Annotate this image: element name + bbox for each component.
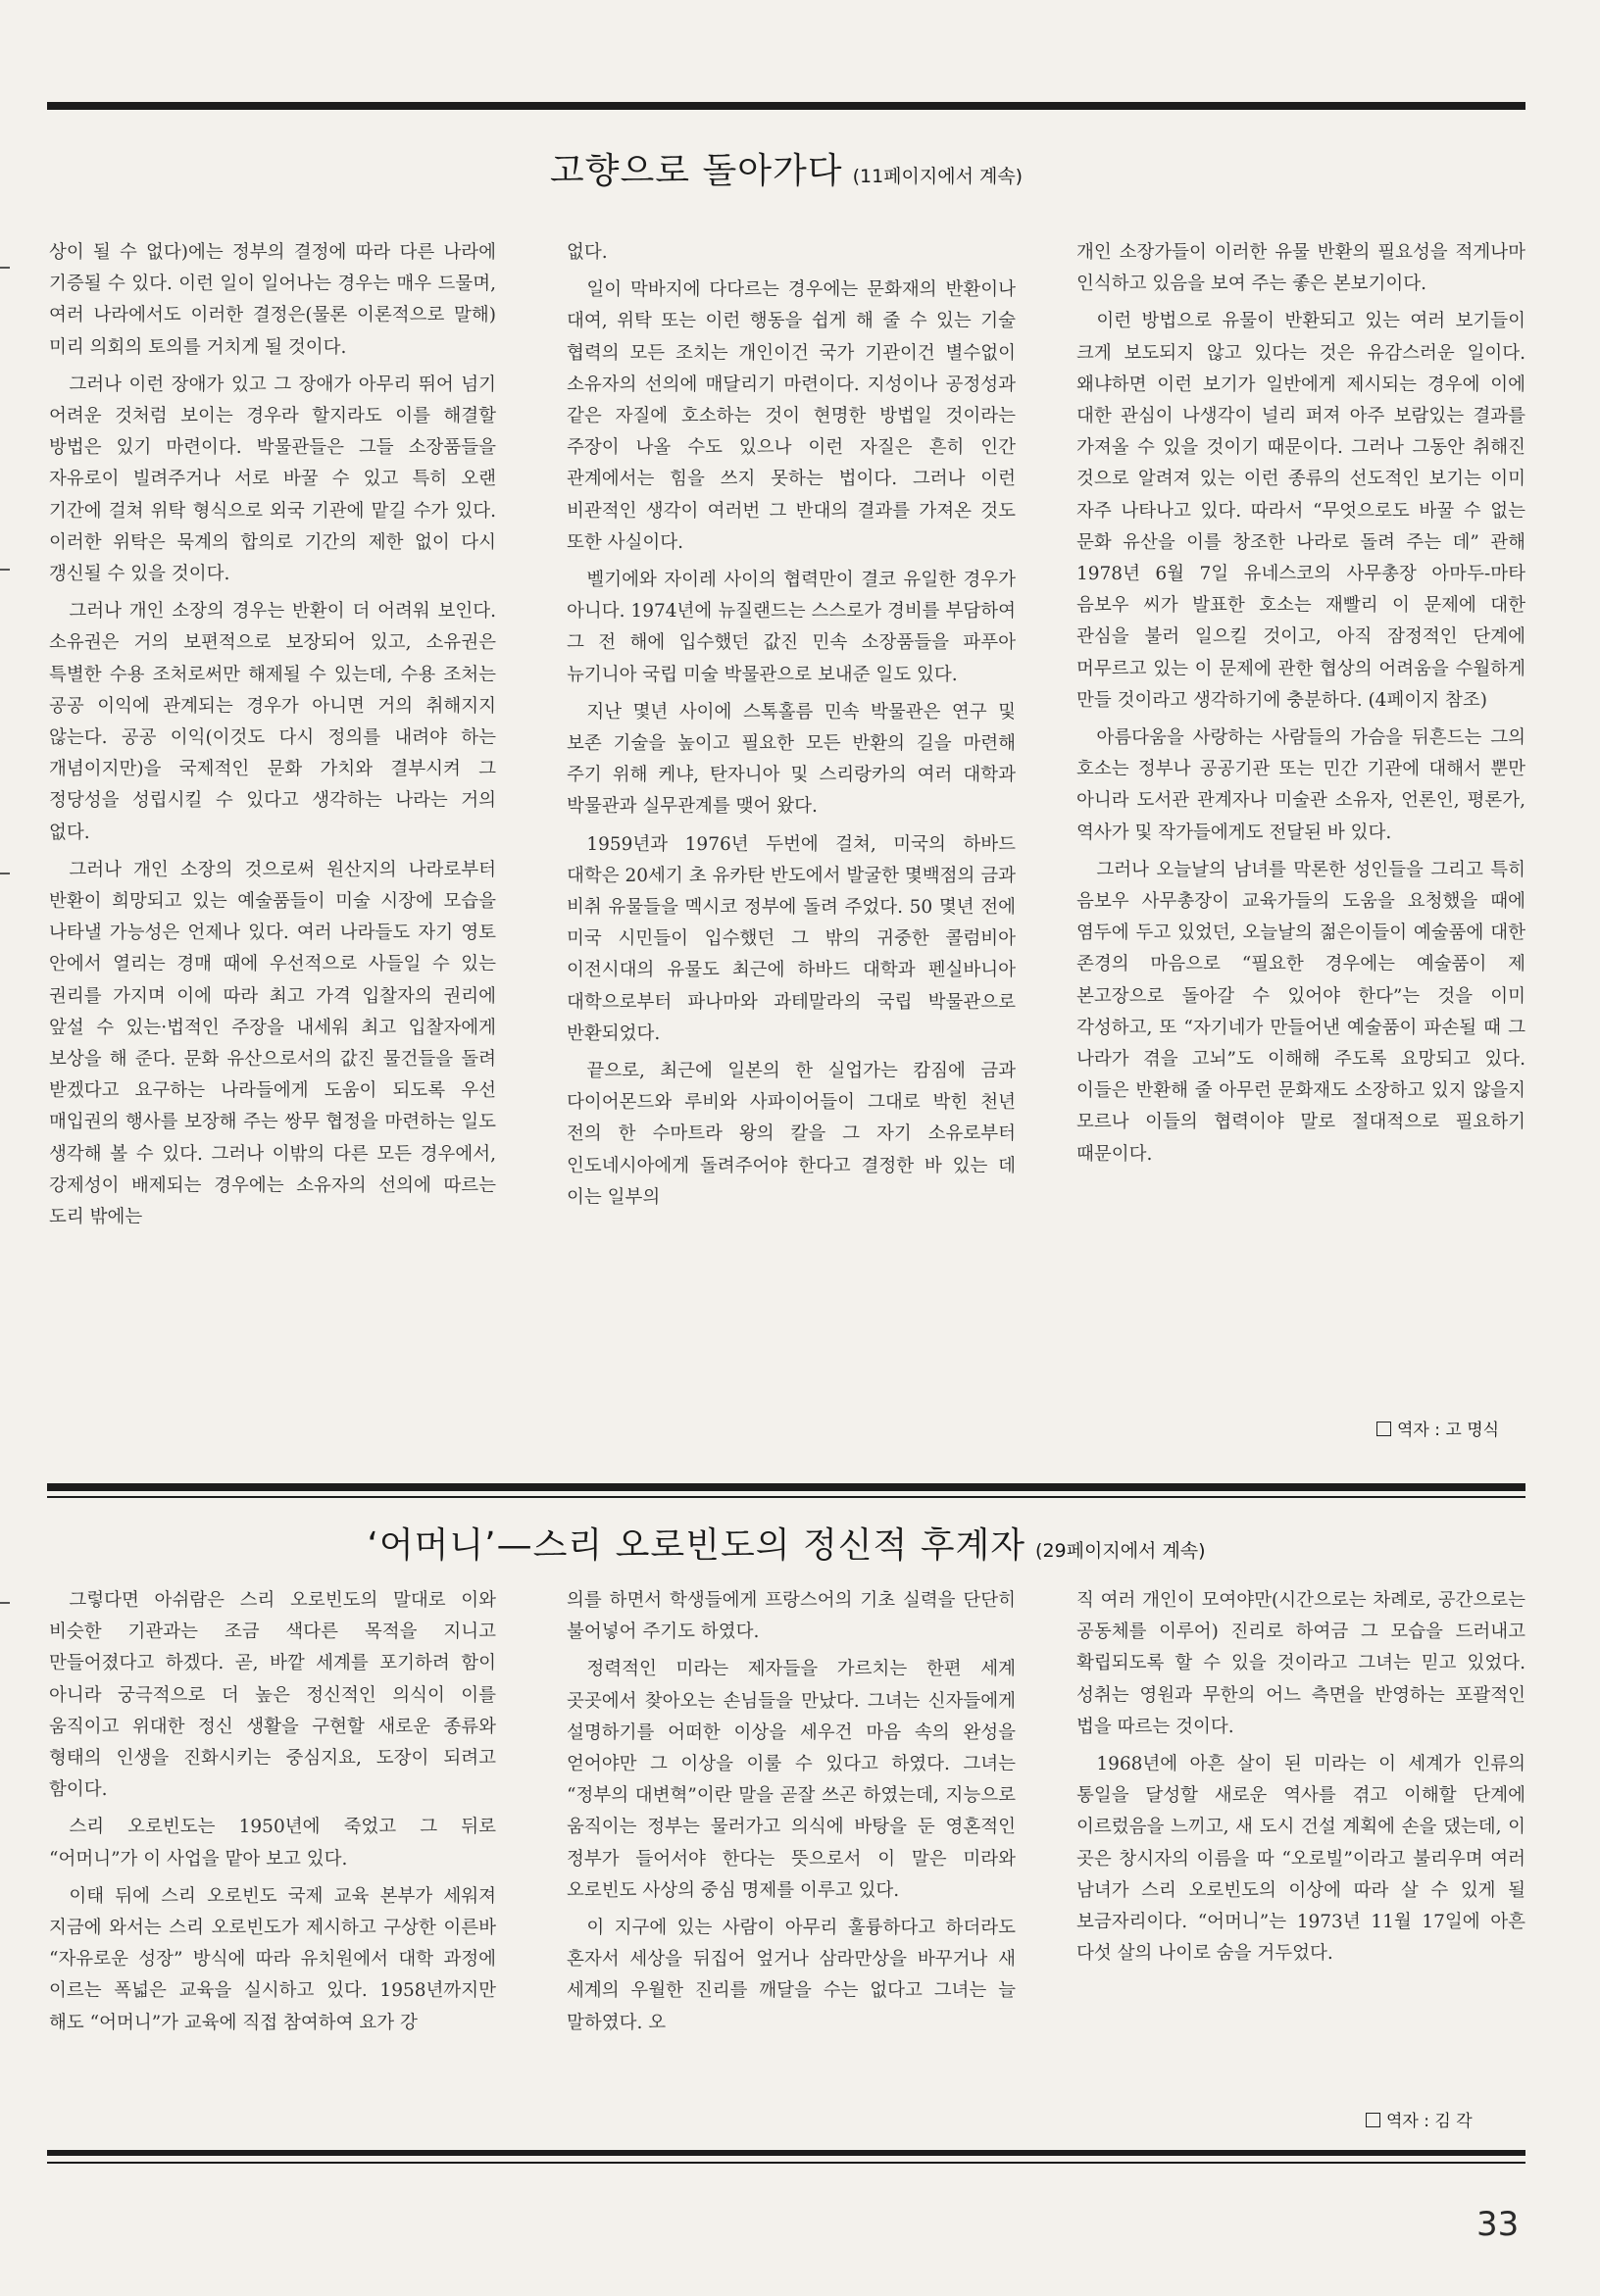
- paragraph: 그러나 오늘날의 남녀를 막론한 성인들을 그리고 특히 음보우 사무총장이 교육가들의 도움을 요청했을 때에 염두에 두고 있었던, 오늘날의 젊은이들이 예술품에 대한 존경의 마음으로 “필요한 경우에는 예술품이 제 본고장으로 돌아갈 수 있어야 한다”는 것을 이미 각성하고, 또 “자기네가 만들어낸 예술품이 파손될 때 그 나라가 겪을 고뇌”도 이해해 주도록 요망되고 있다. 이들은 반환해 줄 아무런 문화재도 소장하고 있지 않을지 모르나 이들의 협력이야 말로 절대적으로 필요하기 때문이다.: [1076, 859, 1525, 1165]
- article-1-column-3: [1076, 237, 1525, 1443]
- paragraph: 일이 막바지에 다다르는 경우에는 문화재의 반환이나 대여, 위탁 또는 이런 행동을 쉽게 해 줄 수 있는 기술 협력의 모든 조치는 개인이건 국가 기관이건 별수없이 소유자의 선의에 매달리기 마련이다. 지성이나 공정성과 같은 자질에 호소하는 것이 현명한 방법일 것이라는 주장이 나올 수도 있으나 이런 자질은 흔히 인간 관계에서는 힘을 쓰지 못하는 법이다. 그러나 이런 비관적인 생각이 여러번 그 반대의 결과를 가져온 것도 또한 사실이다.: [567, 279, 1016, 553]
- paragraph: 그러나 개인 소장의 경우는 반환이 더 어려워 보인다. 소유권은 거의 보편적으로 보장되어 있고, 소유권은 특별한 수용 조처로써만 해제될 수 있는데, 수용 조처는 공공 이익에 관계되는 경우가 아니면 거의 취해지지 않는다. 공공 이익(이것도 다시 정의를 내려야 하는 개념이지만)을 국제적인 문화 가치와 결부시켜 그 정당성을 성립시킬 수 있다고 생각하는 나라는 거의 없다.: [49, 601, 496, 843]
- bottom-thin-rule: [47, 2162, 1525, 2164]
- article-1-column-1: [49, 237, 496, 1443]
- paragraph: 의를 하면서 학생들에게 프랑스어의 기초 실력을 단단히 불어넣어 주기도 하였다.: [567, 1590, 1016, 1643]
- paragraph: 1968년에 아흔 살이 된 미라는 이 세계가 인류의 통일을 달성할 새로운 역사를 겪고 이해할 단계에 이르렀음을 느끼고, 새 도시 건설 계획에 손을 댔는데, 이 곳은 창시자의 이름을 따 “오로빌”이라고 불리우며 여러 남녀가 스리 오로빈도의 이상에 따라 살 수 있게 될 보금자리이다. “어머니”는 1973년 11월 17일에 아흔 다섯 살의 나이로 숨을 거두었다.: [1076, 1754, 1525, 1965]
- bottom-rule: [47, 2150, 1525, 2156]
- paragraph: 지난 몇년 사이에 스톡홀름 민속 박물관은 연구 및 보존 기술을 높이고 필요한 모든 반환의 길을 마련해 주기 위해 케냐, 탄자니아 및 스리랑카의 여러 대학과 박물관과 실무관계를 맺어 왔다.: [567, 701, 1016, 818]
- paragraph: 그러나 개인 소장의 것으로써 원산지의 나라로부터 반환이 희망되고 있는 예술품들이 미술 시장에 모습을 나타낼 가능성은 언제나 있다. 여러 나라들도 자기 영토 안에서 열리는 경매 때에 우선적으로 사들일 수 있는 권리를 가지며 이에 따라 최고 가격 입찰자의 권리에 앞설 수 있는·법적인 주장을 내세워 최고 입찰자에게 보상을 해 준다. 문화 유산으로서의 값진 물건들을 돌려 받겠다고 요구하는 나라들에게 도움이 되도록 우선 매입권의 행사를 보장해 주는 쌍무 협정을 마련하는 일도 생각해 볼 수 있다. 그러나 이밖의 다른 모든 경우에서, 강제성이 배제되는 경우에는 소유자의 선의에 따르는 도리 밖에는: [49, 859, 496, 1228]
- article-2-column-2: [567, 1585, 1016, 2134]
- translator-name: 역자 : 김 각: [1386, 2112, 1473, 2131]
- paragraph: 그렇다면 아쉬람은 스리 오로빈도의 말대로 이와 비슷한 기관과는 조금 색다른 목적을 지니고 만들어졌다고 하겠다. 곧, 바깥 세계를 포기하려 함이 아니라 궁극적으로 더 높은 정신적인 의식이 이를 움직이고 위대한 정신 생활을 구현할 새로운 종류와 형태의 인생을 진화시키는 중심지요, 도장이 되려고 함이다.: [49, 1590, 496, 1801]
- paragraph: 개인 소장가들이 이러한 유물 반환의 필요성을 적게나마 인식하고 있음을 보여 주는 좋은 본보기이다.: [1076, 242, 1525, 295]
- article-1-headline: [47, 143, 1525, 193]
- section-divider-rule: [47, 1483, 1525, 1491]
- paragraph: 없다.: [567, 242, 608, 263]
- paragraph: 이 지구에 있는 사람이 아무리 훌륭하다고 하더라도 혼자서 세상을 뒤집어 엎거나 삼라만상을 바꾸거나 새 세계의 우월한 진리를 깨달을 수는 없다고 그녀는 늘 말하였다. 오: [567, 1918, 1016, 2033]
- paragraph: 이태 뒤에 스리 오로빈도 국제 교육 본부가 세워져 지금에 와서는 스리 오로빈도가 제시하고 구상한 이른바 “자유로운 성장” 방식에 따라 유치원에서 대학 과정에 이르는 폭넓은 교육을 실시하고 있다. 1958년까지만 해도 “어머니”가 교육에 직접 참여하여 요가 강: [49, 1885, 496, 2033]
- article-2-translator-credit: [1366, 2107, 1473, 2131]
- paragraph: 직 여러 개인이 모여야만(시간으로는 차례로, 공간으로는 공동체를 이루어) 진리로 하여금 그 모습을 드러내고 확립되도록 할 수 있을 것이라고 그녀는 믿고 있었다. 성취는 영원과 무한의 어느 측면을 반영하는 포괄적인 법을 따르는 것이다.: [1076, 1590, 1525, 1737]
- article-1-translator-credit: [1376, 1416, 1499, 1440]
- article-1-title: 고향으로 돌아가다: [549, 151, 843, 191]
- top-rule: [47, 102, 1525, 110]
- paragraph: 1959년과 1976년 두번에 걸쳐, 미국의 하바드 대학은 20세기 초 유카탄 반도에서 발굴한 몇백점의 금과 비취 유물들을 멕시코 정부에 돌려 주었다. 50 몇년 전에 미국 시민들이 입수했던 그 밖의 귀중한 콜럼비아 이전시대의 유물도 최근에 하바드 대학과 펜실바니아 대학으로부터 파나마와 과테말라의 국립 박물관으로 반환되었다.: [567, 833, 1016, 1044]
- paragraph: 이런 방법으로 유물이 반환되고 있는 여러 보기들이 크게 보도되지 않고 있다는 것은 유감스러운 일이다. 왜냐하면 이런 보기가 일반에게 제시되는 경우에 이에 대한 관심이 나생각이 널리 퍼져 아주 보람있는 결과를 가져올 수 있을 것이기 때문이다. 그러나 그동안 취해진 것으로 알려져 있는 이런 종류의 선도적인 보기는 이미 자주 나타나고 있다. 따라서 “무엇으로도 바꿀 수 없는 문화 유산을 이를 창조한 나라로 돌려 주는 데” 관해 1978년 6월 7일 유네스코의 사무총장 아마두-마타 음보우 씨가 발표한 호소는 재빨리 이 문제에 대한 관심을 불러 일으킬 것이고, 아직 잠정적인 단계에 머무르고 있는 이 문제에 관한 협상의 어려움을 수월하게 만들 것이라고 생각하기에 충분하다. (4페이지 참조): [1076, 311, 1525, 711]
- translator-name: 역자 : 고 명식: [1397, 1421, 1500, 1440]
- article-2-column-3: [1076, 1585, 1525, 2134]
- square-bullet-icon: [1366, 2113, 1380, 2127]
- square-bullet-icon: [1376, 1422, 1391, 1436]
- article-1-column-2: [567, 237, 1016, 1443]
- paragraph: 정력적인 미라는 제자들을 가르치는 한편 세계 곳곳에서 찾아오는 손님들을 만났다. 그녀는 신자들에게 설명하기를 어떠한 이상을 세우건 마음 속의 완성을 얻어야만 그 이상을 이룰 수 있다고 하였다. 그녀는 “정부의 대변혁”이란 말을 곧잘 쓰곤 하였는데, 지능으로 움직이는 정부는 물러가고 의식에 바탕을 둔 영혼적인 정부가 들어서야 한다는 뜻으로서 이 말은 미라와 오로빈도 사상의 중심 명제를 이루고 있다.: [567, 1659, 1016, 1901]
- binding-mark: [0, 873, 10, 874]
- article-2-continuation: (29페이지에서 계속): [1035, 1540, 1206, 1562]
- binding-mark: [0, 1602, 10, 1604]
- article-2-headline: [47, 1518, 1525, 1568]
- paragraph: 벨기에와 자이레 사이의 협력만이 결코 유일한 경우가 아니다. 1974년에 뉴질랜드는 스스로가 경비를 부담하여 그 전 해에 입수했던 값진 민속 소장품들을 파푸아 뉴기니아 국립 미술 박물관으로 보내준 일도 있다.: [567, 570, 1016, 685]
- article-2-title: ‘어머니’—스리 오로빈도의 정신적 후계자: [367, 1525, 1026, 1566]
- section-divider-thin-rule: [47, 1496, 1525, 1498]
- paragraph: 그러나 이런 장애가 있고 그 장애가 아무리 뛰어 넘기 어려운 것처럼 보이는 경우라 할지라도 이를 해결할 방법은 있기 마련이다. 박물관들은 그들 소장품들을 자유로이 빌려주거나 서로 바꿀 수 있고 특히 오랜 기간에 걸쳐 위탁 형식으로 외국 기관에 맡길 수가 있다. 이러한 위탁은 묵계의 합의로 기간의 제한 없이 다시 갱신될 수 있을 것이다.: [49, 374, 496, 585]
- paragraph: 끝으로, 최근에 일본의 한 실업가는 캄짐에 금과 다이어몬드와 루비와 사파이어들이 그대로 박힌 천년 전의 한 수마트라 왕의 칼을 그 자기 소유로부터 인도네시아에게 돌려주어야 한다고 결정한 바 있는 데 이는 일부의: [567, 1061, 1016, 1208]
- paragraph: 상이 될 수 없다)에는 정부의 결정에 따라 다른 나라에 기증될 수 있다. 이런 일이 일어나는 경우는 매우 드물며, 여러 나라에서도 이러한 결정은(물론 이론적으로 말해) 미리 의회의 토의를 거치게 될 것이다.: [49, 242, 496, 358]
- article-1-continuation: (11페이지에서 계속): [852, 166, 1024, 187]
- paragraph: 아름다움을 사랑하는 사람들의 가슴을 뒤흔드는 그의 호소는 정부나 공공기관 또는 민간 기관에 대해서 뿐만 아니라 도서관 관계자나 미술관 소유자, 언론인, 평론가, 역사가 및 작가들에게도 전달된 바 있다.: [1076, 727, 1525, 843]
- binding-mark: [0, 569, 10, 571]
- article-2-column-1: [49, 1585, 496, 2134]
- page-number: 33: [1476, 2205, 1520, 2244]
- binding-mark: [0, 267, 10, 269]
- paragraph: 스리 오로빈도는 1950년에 죽었고 그 뒤로 “어머니”가 이 사업을 맡아 보고 있다.: [49, 1817, 496, 1870]
